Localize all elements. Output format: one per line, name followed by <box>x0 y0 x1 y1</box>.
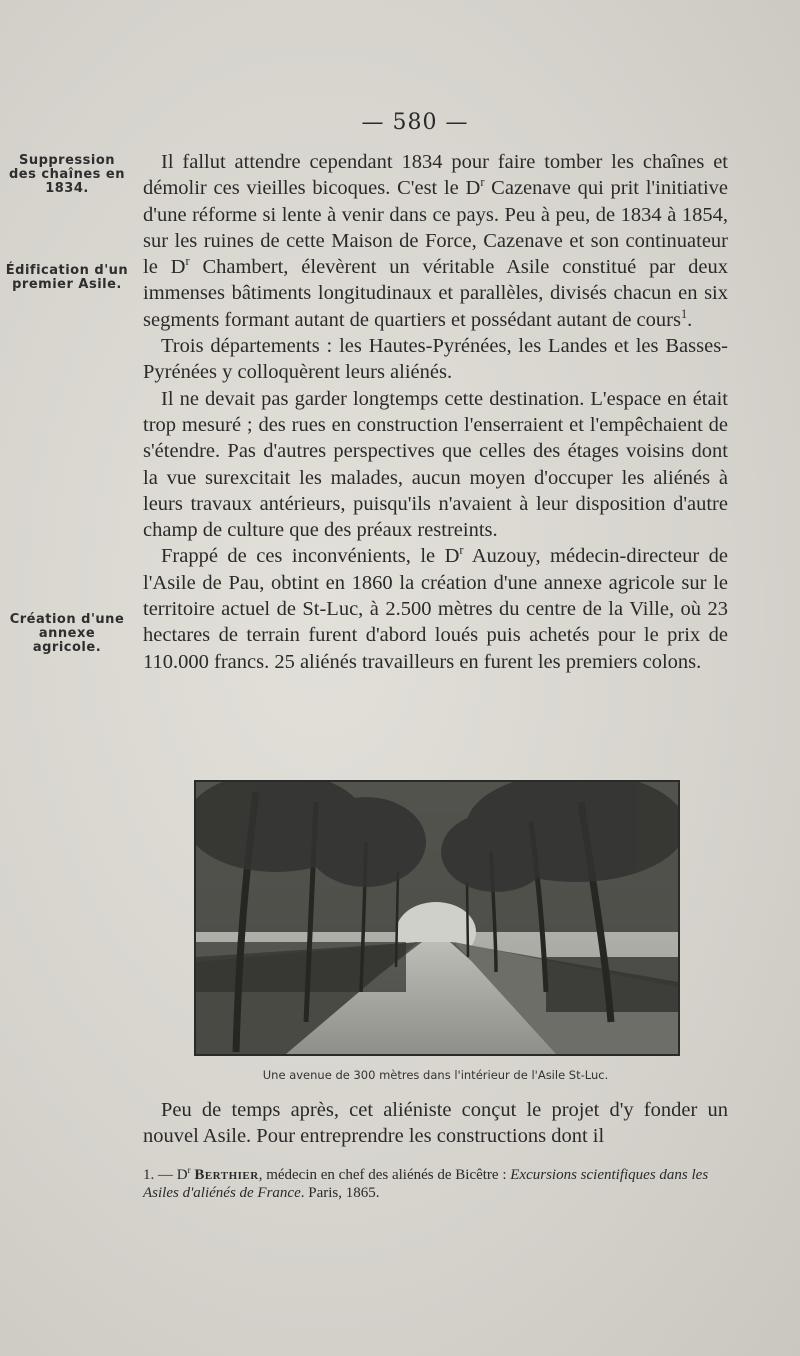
footnote-title: Excursions scientifiques dans les Asiles d'aliénés de France <box>143 1167 709 1201</box>
paragraph-4: Frappé de ces inconvénients, le $D^r$ Auzouy, médecin-directeur de l'Asile de Pau, obtint en 1860 la création d'une annexe agricole sur le territoire actuel de St-Luc, à 2.500 mètres du centre de la Ville, où 23 hectares de terrain furent d'abord loués puis achetés pour le prix de 110.000 francs. 25 aliénés travailleurs en furent les premiers colons. <box>143 543 728 673</box>
footnote-author: Berthier <box>194 1167 259 1183</box>
margin-note-chains: Suppression des chaînes en 1834. <box>9 153 125 196</box>
footnote-ref: 1 <box>680 306 688 321</box>
page-number: — 580 — <box>361 110 469 135</box>
paragraph-5: Peu de temps après, cet aliéniste conçut le projet d'y fonder un nouvel Asile. Pour entreprendre les constructions dont il <box>143 1099 728 1148</box>
main-text-upper <box>143 149 728 675</box>
footnote: 1. — $D^r$ Berthier, médecin en chef des aliénés de Bicêtre : Excursions scientifiques dans les Asiles d'aliénés de France. Paris, 1865. <box>143 1165 709 1201</box>
paragraph-3: Il ne devait pas garder longtemps cette destination. L'espace en était trop mesuré ; des rues en construction l'enserraient et l'empêchaient de s'étendre. Pas d'autres perspectives que celles des étages voisins dont la vue surexcitait les malades, aucun moyen d'occuper les aliénés à leurs travaux antérieurs, puisqu'ils n'avaient à leur disposition d'autre champ de culture que des préaux restreints. <box>143 387 728 542</box>
avenue-photograph <box>194 780 680 1056</box>
figure-caption: Une avenue de 300 mètres dans l'intérieur de l'Asile St-Luc. <box>262 1068 609 1082</box>
main-text-lower <box>143 1097 728 1150</box>
margin-note-agricultural-annex: Création d'une annexe agricole. <box>9 612 125 655</box>
paragraph-1: Il fallut attendre cependant 1834 pour faire tomber les chaînes et démolir ces vieilles bicoques. C'est le $D^r$ Cazenave qui prit l'initiative d'une réforme si lente à venir dans ce pays. Peu à peu, de 1834 à 1854, sur les ruines de cette Maison de Force, Cazenave et son continuateur le $D^r$ Chambert, élevèrent un véritable Asile constitué par deux immenses bâtiments longitudinaux et parallèles, divisés chacun en six segments formant autant de quartiers et possédant autant de cours$^1$. <box>143 151 728 331</box>
paragraph-2: Trois départements : les Hautes-Pyrénées, les Landes et les Basses-Pyrénées y colloquèrent leurs aliénés. <box>143 335 728 384</box>
margin-note-first-asylum: Édification d'un premier Asile. <box>5 263 129 292</box>
